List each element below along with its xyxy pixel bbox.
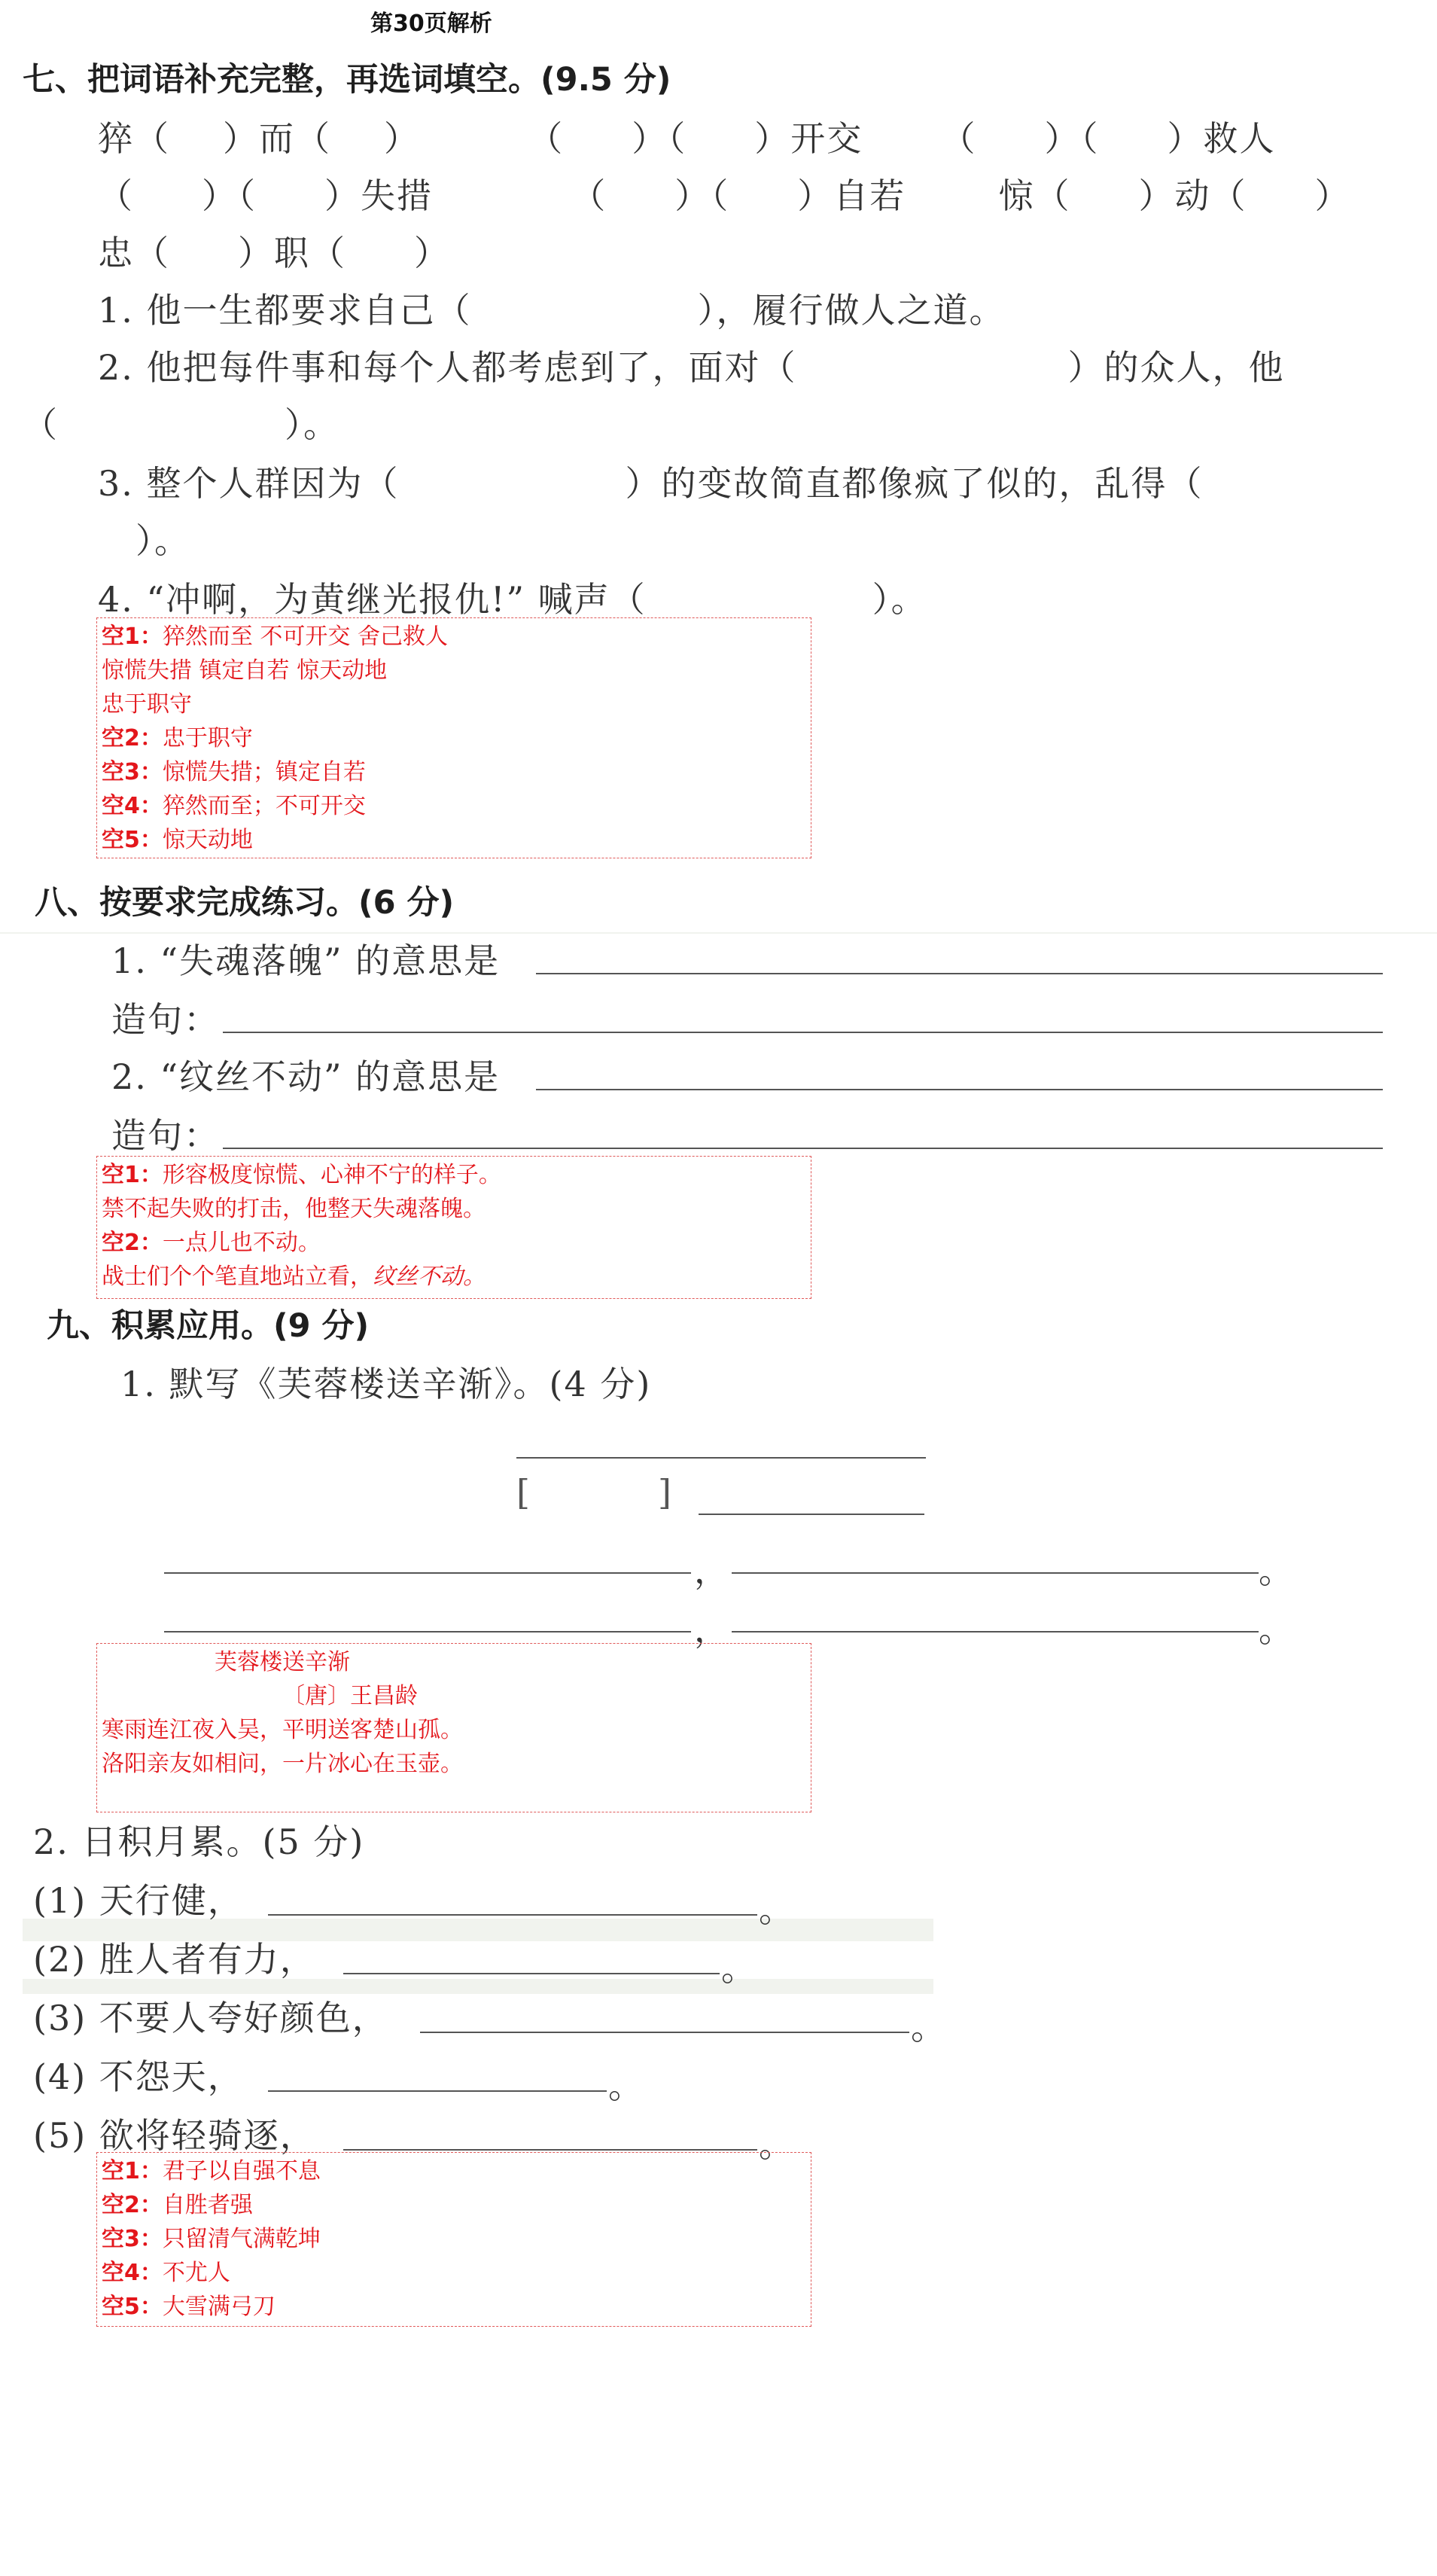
answer-row: 空3：惊慌失措；镇定自若: [102, 759, 366, 785]
answer-row: 空1：形容极度惊慌、心神不宁的样子。: [102, 1162, 501, 1188]
answer-row: 空1：君子以自强不息: [102, 2158, 321, 2184]
poem-comma: ，: [694, 1609, 730, 1650]
s8-question-1: 1. “失魂落魄” 的意思是: [111, 940, 501, 981]
s8-answer-box: [96, 1156, 811, 1299]
s9-question-2: 2. 日积月累。(5 分): [33, 1821, 365, 1862]
s7-question-3: 3. 整个人群因为（ ）的变故简直都像疯了似的，乱得（: [98, 463, 1204, 504]
answer-row: 空4：猝然而至；不可开交: [102, 793, 366, 819]
s7-word-row-1: 猝（ ）而（ ） （ ）（ ）开交 （ ）（ ）救人: [98, 118, 1276, 159]
answer-row: 禁不起失败的打击，他整天失魂落魄。: [102, 1196, 486, 1222]
section-7-heading: 七、把词语补充完整，再选词填空。(9.5 分): [23, 61, 671, 99]
s7-word-2: （: [528, 118, 565, 159]
answer-row: 忠于职守: [102, 691, 192, 718]
section-9-heading: 九、积累应用。(9 分): [47, 1307, 370, 1345]
answer-row: 空2：自胜者强: [102, 2192, 253, 2218]
poem-line-1a: [164, 1572, 691, 1574]
answer-row: 空2：一点儿也不动。: [102, 1230, 321, 1256]
s7-word-1: 猝（: [98, 118, 170, 159]
s7-answer-box: [96, 617, 811, 858]
s9-item-5-end: 。: [759, 2124, 795, 2165]
answer-row: 战士们个个笔直地站立看，纹丝不动。: [102, 1264, 486, 1290]
s7-word-6: 惊（: [998, 175, 1071, 216]
s7-question-2: 2. 他把每件事和每个人都考虑到了，面对（ ）的众人，他: [98, 347, 1285, 388]
s9-item-3-end: 。: [911, 2007, 947, 2047]
s9-item-4: (4) 不怨天，: [33, 2056, 244, 2097]
s7-question-4: 4. “冲啊，为黄继光报仇!” 喊声（ ）。: [98, 579, 927, 620]
answer-line: [420, 2032, 909, 2033]
poem-line-1b: [732, 1572, 1259, 1574]
poem-comma: ，: [694, 1550, 730, 1591]
poem-line-2b: [732, 1631, 1259, 1632]
answer-line: [268, 1914, 757, 1916]
poem-author: 〔唐〕王昌龄: [282, 1683, 418, 1709]
s7-word-4: （: [98, 175, 134, 216]
s9-answer-box: [96, 2152, 811, 2327]
answer-line: [223, 1148, 1383, 1149]
s7-word-row-3: 忠（ ）职（ ）: [98, 233, 450, 273]
s9-item-1-end: 。: [759, 1889, 795, 1930]
poem-line: 洛阳亲友如相问，一片冰心在玉壶。: [102, 1751, 463, 1777]
s9-item-1: (1) 天行健，: [33, 1880, 244, 1921]
s7-question-1: 1. 他一生都要求自己（ ），履行做人之道。: [98, 290, 1006, 331]
s7-word-5: （: [571, 175, 607, 216]
poem-line: 寒雨连江夜入吴，平明送客楚山孤。: [102, 1717, 463, 1743]
s9-item-5: (5) 欲将轻骑逐，: [33, 2115, 316, 2156]
poem-dynasty-bracket-left: [: [516, 1472, 530, 1513]
answer-row: 空5：大雪满弓刀: [102, 2294, 276, 2320]
s9-item-4-end: 。: [608, 2065, 644, 2106]
answer-row: 惊慌失措 镇定自若 惊天动地: [102, 657, 388, 684]
s7-word-row-2: （ ）（ ）失措 （ ）（ ）自若 惊（ ）动（ ）: [98, 175, 1351, 216]
answer-line: [536, 973, 1383, 974]
page-title: 第30页解析: [370, 11, 492, 37]
answer-row: 空4：不尤人: [102, 2260, 230, 2286]
s7-question-2-cont: （ ）。: [23, 404, 339, 445]
answer-line: [536, 1089, 1383, 1090]
s9-item-2-end: 。: [721, 1948, 757, 1989]
s8-sentence-1-label: 造句：: [111, 999, 220, 1040]
answer-line: [268, 2090, 607, 2092]
s7-word-7: 忠（: [98, 233, 170, 273]
answer-line: [343, 1973, 720, 1974]
answer-row: 空2：忠于职守: [102, 725, 253, 751]
s7-question-3-cont: ）。: [135, 520, 190, 561]
poem-dynasty-bracket-right: ]: [658, 1472, 671, 1513]
s9-item-3: (3) 不要人夸好颜色，: [33, 1998, 388, 2038]
s8-sentence-2-label: 造句：: [111, 1115, 220, 1156]
s9-item-2: (2) 胜人者有力，: [33, 1939, 316, 1980]
s9-poem-answer-box: [96, 1643, 811, 1812]
poem-period: 。: [1259, 1609, 1295, 1650]
answer-row: 空1：猝然而至 不可开交 舍己救人: [102, 623, 448, 650]
answer-line: [343, 2149, 757, 2151]
s7-word-3: （: [940, 118, 977, 159]
poem-title: 芙蓉楼送辛渐: [215, 1649, 350, 1675]
section-8-heading: 八、按要求完成练习。(6 分): [35, 884, 455, 922]
poem-author-line: [699, 1514, 924, 1515]
answer-row: 空5：惊天动地: [102, 827, 253, 853]
answer-line: [223, 1032, 1383, 1033]
s9-question-1: 1. 默写《芙蓉楼送辛渐》。(4 分): [120, 1364, 652, 1404]
answer-row: 空3：只留清气满乾坤: [102, 2226, 321, 2252]
poem-period: 。: [1259, 1550, 1295, 1591]
s8-question-2: 2. “纹丝不动” 的意思是: [111, 1056, 501, 1097]
poem-title-line: [516, 1457, 926, 1459]
poem-line-2a: [164, 1631, 691, 1632]
